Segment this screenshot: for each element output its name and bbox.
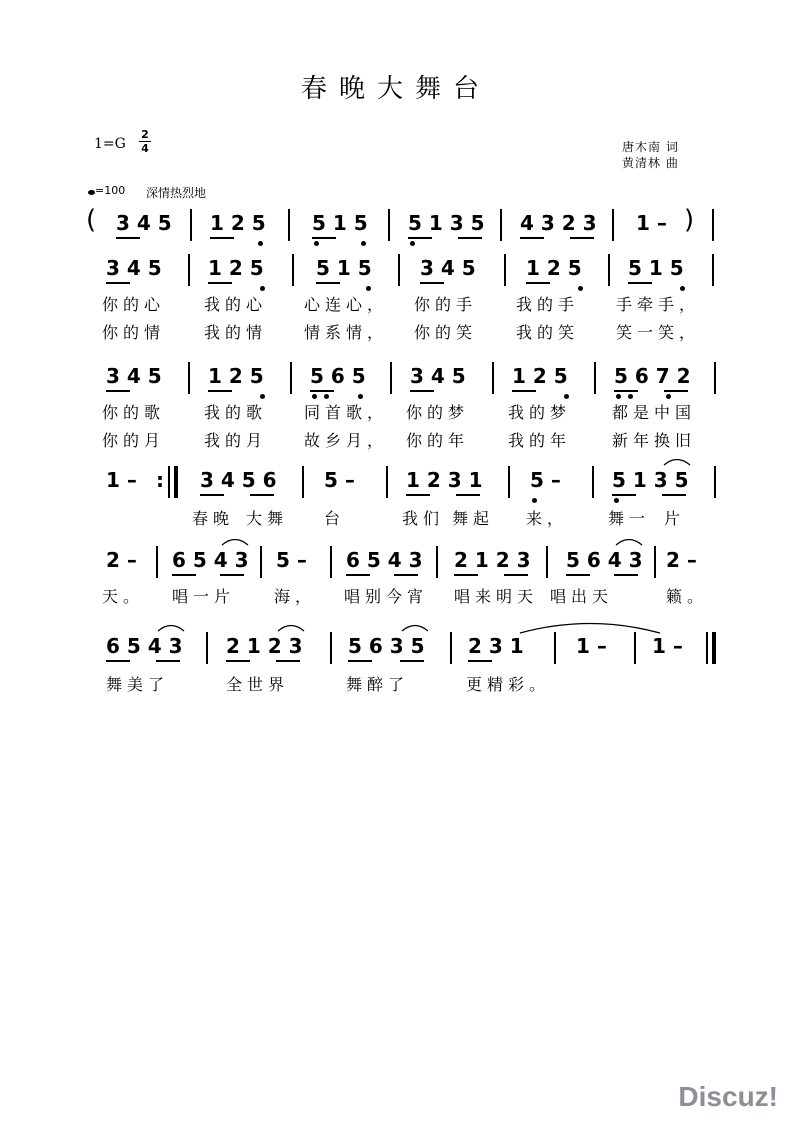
barline [302, 466, 304, 498]
underline-beam [664, 390, 688, 392]
lyric: 片 [664, 509, 686, 528]
measure-notes: 5 6 3 5 [348, 634, 425, 658]
barline [554, 632, 556, 664]
underline-beam [172, 574, 196, 576]
measure-notes: 5 1 3 5 [612, 468, 689, 492]
lyric: 我的情 [204, 323, 268, 342]
underline-beam [116, 237, 140, 239]
underline-beam [520, 237, 544, 239]
barline [592, 466, 594, 498]
underline-beam [628, 282, 652, 284]
measure-notes: 1 2 5 [210, 211, 266, 235]
lyric: 你的月 [102, 431, 166, 450]
measure-notes: 3 4 5 [116, 211, 172, 235]
slur-mark [662, 456, 692, 466]
tempo-marking [88, 184, 125, 197]
time-sig-bottom: 4 [141, 142, 149, 155]
lyric: 来， [526, 509, 569, 528]
lyric: 唱出天 [550, 587, 614, 606]
underline-beam [400, 660, 424, 662]
close-paren: ) [684, 205, 695, 235]
barline [290, 362, 292, 394]
low-octave-dot [410, 241, 415, 246]
barline [260, 546, 262, 578]
low-octave-dot [614, 498, 619, 503]
low-octave-dot [358, 394, 363, 399]
low-octave-dot [260, 394, 265, 399]
measure-notes: 1 – [636, 211, 667, 235]
barline [504, 254, 506, 286]
low-octave-dot [680, 286, 685, 291]
lyric: 我的年 [508, 431, 572, 450]
barline [546, 546, 548, 578]
underline-beam [410, 390, 434, 392]
slur-mark [614, 536, 644, 546]
measure-notes: 2 – [666, 548, 697, 572]
low-octave-dot [324, 394, 329, 399]
underline-beam [276, 660, 300, 662]
quarter-note-icon [88, 190, 95, 195]
underline-beam [420, 282, 444, 284]
expression-marking: 深情热烈地 [146, 186, 207, 200]
measure-notes: 3 4 5 [106, 364, 162, 388]
underline-beam [312, 237, 336, 239]
tempo-value: =100 [95, 184, 126, 197]
low-octave-dot [628, 394, 633, 399]
barline [330, 546, 332, 578]
low-octave-dot [564, 394, 569, 399]
lyric: 唱来明天 [454, 587, 539, 606]
lyric: 你的笑 [414, 323, 478, 342]
barline [500, 209, 502, 241]
barline [492, 362, 494, 394]
lyric: 你的心 [102, 295, 166, 314]
barline [188, 362, 190, 394]
measure-notes: 5 – [530, 468, 561, 492]
low-octave-dot [260, 286, 265, 291]
underline-beam [504, 574, 528, 576]
barline [388, 209, 390, 241]
underline-beam [106, 390, 130, 392]
measure-notes: 5 6 5 [310, 364, 366, 388]
lyric: 我的月 [204, 431, 268, 450]
measure-notes: 6 5 4 3 [106, 634, 183, 658]
underline-beam [566, 574, 590, 576]
lyric: 春晚 [192, 509, 235, 528]
barline [206, 632, 208, 664]
time-sig-top: 2 [141, 128, 149, 141]
low-octave-dot [258, 241, 263, 246]
underline-beam [570, 237, 594, 239]
measure-notes: 1 2 3 1 [406, 468, 483, 492]
measure-notes: 1 2 5 [526, 256, 582, 280]
repeat-colon: : [156, 468, 164, 492]
measure-notes: 5 6 4 3 [566, 548, 643, 572]
barline [714, 466, 716, 498]
lyric: 舞美了 [106, 675, 170, 694]
lyric: 我的心 [204, 295, 268, 314]
measure-notes: 5 – [276, 548, 307, 572]
lyric: 我的梦 [508, 403, 572, 422]
barline [508, 466, 510, 498]
measure-notes: 3 4 5 6 [200, 468, 277, 492]
lyric: 我们 [402, 509, 445, 528]
barline [386, 466, 388, 498]
underline-beam [614, 390, 638, 392]
barline [608, 254, 610, 286]
measure-notes: 6 5 4 3 [172, 548, 249, 572]
open-paren: ( [86, 205, 97, 235]
composer-credit: 黄清林 曲 [622, 156, 679, 170]
underline-beam [220, 574, 244, 576]
underline-beam [468, 660, 492, 662]
measure-notes: 2 1 2 3 [454, 548, 531, 572]
lyric: 新年换旧 [612, 431, 697, 450]
underline-beam [348, 660, 372, 662]
underline-beam [156, 660, 180, 662]
lyric: 情系情， [304, 323, 389, 342]
staff-row-2 [80, 358, 720, 454]
lyric: 唱别今宵 [344, 587, 429, 606]
measure-notes: 2 1 2 3 [226, 634, 303, 658]
lyric: 我的歌 [204, 403, 268, 422]
measure-notes: 3 4 5 [410, 364, 466, 388]
measure-notes: 5 6 7 2 [614, 364, 691, 388]
measure-notes: 5 1 5 [312, 211, 368, 235]
lyric: 心连心， [304, 295, 389, 314]
staff-row-5 [80, 628, 720, 698]
lyric: 故乡月， [304, 431, 389, 450]
barline [398, 254, 400, 286]
measure-notes: 1 2 5 [512, 364, 568, 388]
lyric: 你的梦 [406, 403, 470, 422]
low-octave-dot [312, 394, 317, 399]
lyric: 全世界 [226, 675, 290, 694]
underline-beam [456, 494, 480, 496]
lyric: 你的手 [414, 295, 478, 314]
measure-notes: 6 5 4 3 [346, 548, 423, 572]
low-octave-dot [666, 394, 671, 399]
underline-beam [408, 237, 432, 239]
underline-beam [512, 390, 536, 392]
lyric: 我的笑 [516, 323, 580, 342]
barline [288, 209, 290, 241]
measure-notes: 2 3 1 [468, 634, 524, 658]
time-signature [138, 128, 152, 155]
underline-beam [316, 282, 340, 284]
barline [634, 632, 636, 664]
barline [190, 209, 192, 241]
lyric: 台 [324, 509, 346, 528]
repeat-barline [174, 466, 178, 498]
barline [612, 209, 614, 241]
barline [654, 546, 656, 578]
slur-mark [220, 536, 250, 546]
barline [188, 254, 190, 286]
measure-notes: 1 – [652, 634, 683, 658]
lyric: 舞一 [608, 509, 651, 528]
lyric: 唱一片 [172, 587, 236, 606]
lyric: 笑一笑， [616, 323, 701, 342]
measure-notes: 4 3 2 3 [520, 211, 597, 235]
measure-notes: 2 – [106, 548, 137, 572]
underline-beam [662, 494, 686, 496]
underline-beam [614, 574, 638, 576]
measure-notes: 5 1 5 [628, 256, 684, 280]
measure-notes: 1 – [576, 634, 607, 658]
underline-beam [210, 237, 234, 239]
measure-notes: 5 1 3 5 [408, 211, 485, 235]
barline [168, 466, 170, 498]
lyric: 手牵手， [616, 295, 701, 314]
measure-notes: 1 2 5 [208, 256, 264, 280]
barline [706, 632, 708, 664]
measure-notes: 1 2 5 [208, 364, 264, 388]
lyric: 舞起 [452, 509, 495, 528]
barline [450, 632, 452, 664]
song-title: 春晚大舞台 [300, 74, 491, 104]
low-octave-dot [578, 286, 583, 291]
key-signature: 1=G [94, 136, 126, 152]
lyric: 海， [274, 587, 317, 606]
lyric: 你的歌 [102, 403, 166, 422]
lyric: 你的情 [102, 323, 166, 342]
underline-beam [208, 282, 232, 284]
lyric: 舞醉了 [346, 675, 410, 694]
underline-beam [250, 494, 274, 496]
lyric: 大舞 [246, 509, 289, 528]
underline-beam [200, 494, 224, 496]
watermark-logo: Discuz! [678, 1081, 778, 1112]
measure-notes: 3 4 5 [420, 256, 476, 280]
underline-beam [346, 574, 370, 576]
lyric: 你的年 [406, 431, 470, 450]
barline [594, 362, 596, 394]
barline [292, 254, 294, 286]
underline-beam [612, 494, 636, 496]
lyric: 更精彩。 [466, 675, 551, 694]
barline [712, 254, 714, 286]
underline-beam [394, 574, 418, 576]
intro-staff [80, 205, 720, 245]
lyric: 都是中国 [612, 403, 697, 422]
underline-beam [208, 390, 232, 392]
measure-notes: 5 – [324, 468, 355, 492]
underline-beam [106, 282, 130, 284]
barline [436, 546, 438, 578]
lyricist-credit: 唐木南 词 [622, 140, 679, 154]
underline-beam [526, 282, 550, 284]
low-octave-dot [616, 394, 621, 399]
lyric: 同首歌， [304, 403, 389, 422]
slur-mark [156, 622, 186, 632]
measure-notes: 5 1 5 [316, 256, 372, 280]
staff-row-4 [80, 542, 720, 612]
tie-mark [518, 620, 662, 634]
barline [156, 546, 158, 578]
low-octave-dot [314, 241, 319, 246]
barline [712, 209, 714, 241]
barline [330, 632, 332, 664]
slur-mark [400, 622, 430, 632]
measure-notes: 1 – [106, 468, 137, 492]
measure-notes: 3 4 5 [106, 256, 162, 280]
staff-row-3 [80, 462, 720, 532]
lyric: 天。 [102, 587, 145, 606]
lyric: 籁。 [666, 587, 709, 606]
underline-beam [454, 574, 478, 576]
final-barline [712, 632, 716, 664]
low-octave-dot [366, 286, 371, 291]
low-octave-dot [532, 498, 537, 503]
underline-beam [106, 660, 130, 662]
underline-beam [310, 390, 334, 392]
staff-row-1 [80, 250, 720, 346]
underline-beam [406, 494, 430, 496]
barline [714, 362, 716, 394]
low-octave-dot [361, 241, 366, 246]
barline [390, 362, 392, 394]
underline-beam [458, 237, 482, 239]
slur-mark [276, 622, 306, 632]
underline-beam [226, 660, 250, 662]
lyric: 我的手 [516, 295, 580, 314]
